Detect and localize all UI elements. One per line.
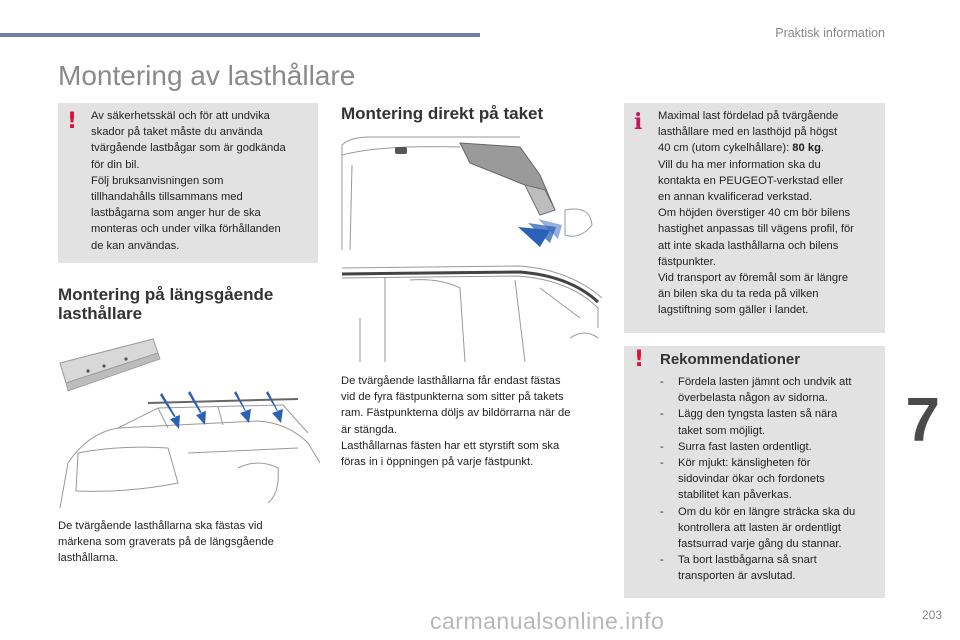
text-line: fastsurrad varje gång du stannar.: [678, 538, 842, 551]
longitudinal-heading: [58, 285, 273, 323]
page-number: 203: [921, 608, 942, 622]
info-icon: i: [634, 109, 643, 135]
text-line: hastighet anpassas till vägens profil, för: [658, 223, 854, 236]
info-box: [624, 103, 885, 333]
direct-roof-text: [341, 373, 603, 470]
text-line: Om höjden överstiger 40 cm bör bilens: [658, 207, 851, 220]
text-line: fästpunkter.: [658, 255, 716, 268]
text-line: [658, 140, 882, 156]
text-line: Av säkerhetsskäl och för att undvika: [91, 110, 270, 122]
text-line: Maximal last fördelad på tvärgående: [658, 110, 839, 122]
text-line: lasthållare med en lasthöjd på högst: [658, 126, 838, 139]
info-text: [658, 108, 882, 319]
text-line: Vid transport av föremål som är längre: [658, 272, 849, 285]
list-item: [656, 455, 878, 504]
exclamation-warning-icon: !: [634, 347, 645, 372]
text-part: 40 cm (utom cykelhållare):: [658, 142, 793, 155]
text-line: lagstiftning som gäller i landet.: [658, 304, 809, 317]
text-line: tillhandahålls tillsammans med: [91, 191, 243, 204]
text-line: De tvärgående lasthållarna får endast fästas: [341, 375, 561, 387]
text-line: Fördela lasten jämnt och undvik att: [678, 376, 852, 388]
longitudinal-text: [58, 518, 320, 567]
warning-box: [58, 103, 318, 263]
text-line: monteras och under vilka förhållanden: [91, 223, 281, 236]
page-title: Montering av lasthållare: [58, 60, 356, 91]
text-line: Ta bort lastbågarna så snart: [678, 554, 817, 567]
text-line: Surra fast lasten ordentligt.: [678, 440, 812, 453]
text-line: att inte skada lasthållarna och bilens: [658, 239, 839, 252]
text-line: sidovindar ökar och fordonets: [678, 473, 825, 486]
roof-bar-foot: [460, 143, 592, 236]
car-roof-side-illustration: [340, 258, 602, 362]
roof-rail-detail: [60, 339, 160, 391]
header-accent-bar: [0, 33, 480, 37]
text-line: vid de fyra fästpunkterna som sitter på takets: [341, 391, 564, 404]
text-line: lastbågarna som anger hur de ska: [91, 207, 261, 220]
chapter-number: 7: [905, 386, 940, 455]
list-item: [656, 552, 878, 584]
text-line: lasthållarna.: [58, 552, 119, 565]
insert-arrows: [518, 219, 562, 247]
text-line: en annan kvalificerad verkstad.: [658, 191, 813, 204]
roof-fixing-point-illustration: [340, 135, 602, 250]
heading-line: Montering på längsgående: [58, 285, 274, 304]
text-line: tvärgående lastbågar som är godkända: [91, 142, 286, 155]
watermark: carmanualsonline.info: [430, 608, 665, 634]
text-line: är stängda.: [341, 423, 397, 436]
recommendations-title: Rekommendationer: [660, 351, 801, 368]
text-line: De tvärgående lasthållarna ska fästas vid: [58, 520, 263, 532]
text-line: märkena som graverats på de längsgående: [58, 536, 274, 549]
text-part: .: [820, 142, 825, 155]
text-line: för din bil.: [91, 158, 140, 171]
section-title: Praktisk information: [775, 26, 885, 40]
list-item: [656, 374, 878, 406]
max-load-value: 80 kg: [792, 142, 821, 155]
text-line: överbelasta någon av sidorna.: [678, 392, 828, 405]
text-line: ram. Fästpunkterna döljs av bildörrarna när de: [341, 407, 571, 420]
text-line: Om du kör en längre sträcka ska du: [678, 505, 856, 518]
text-line: transporten är avslutad.: [678, 570, 796, 583]
text-line: taket som möjligt.: [678, 424, 766, 437]
text-line: skador på taket måste du använda: [91, 126, 263, 139]
text-line: Följ bruksanvisningen som: [91, 174, 224, 187]
exclamation-warning-icon: !: [67, 109, 78, 134]
warning-text: [91, 108, 313, 254]
text-line: Lasthållarnas fästen har ett styrstift som ska: [341, 439, 560, 452]
text-line: föras in i öppningen på varje fästpunkt.: [341, 456, 534, 469]
text-line: de kan användas.: [91, 239, 180, 252]
text-line: Lägg den tyngsta lasten så nära: [678, 408, 838, 421]
list-item: [656, 504, 878, 553]
text-line: Kör mjukt: känsligheten för: [678, 457, 811, 470]
list-item: [656, 439, 878, 455]
text-line: än bilen ska du ta reda på vilken: [658, 288, 819, 301]
list-item: [656, 406, 878, 438]
text-line: kontrollera att lasten är ordentligt: [678, 521, 841, 534]
longitudinal-rail-illustration: [58, 333, 320, 513]
text-line: kontakta en PEUGEOT-verkstad eller: [658, 174, 844, 187]
text-line: Vill du ha mer information ska du: [658, 158, 821, 171]
direct-roof-heading: Montering direkt på taket: [341, 104, 544, 123]
text-line: stabilitet kan påverkas.: [678, 489, 792, 502]
heading-line: lasthållare: [58, 304, 143, 323]
recommendations-list: [656, 374, 878, 585]
